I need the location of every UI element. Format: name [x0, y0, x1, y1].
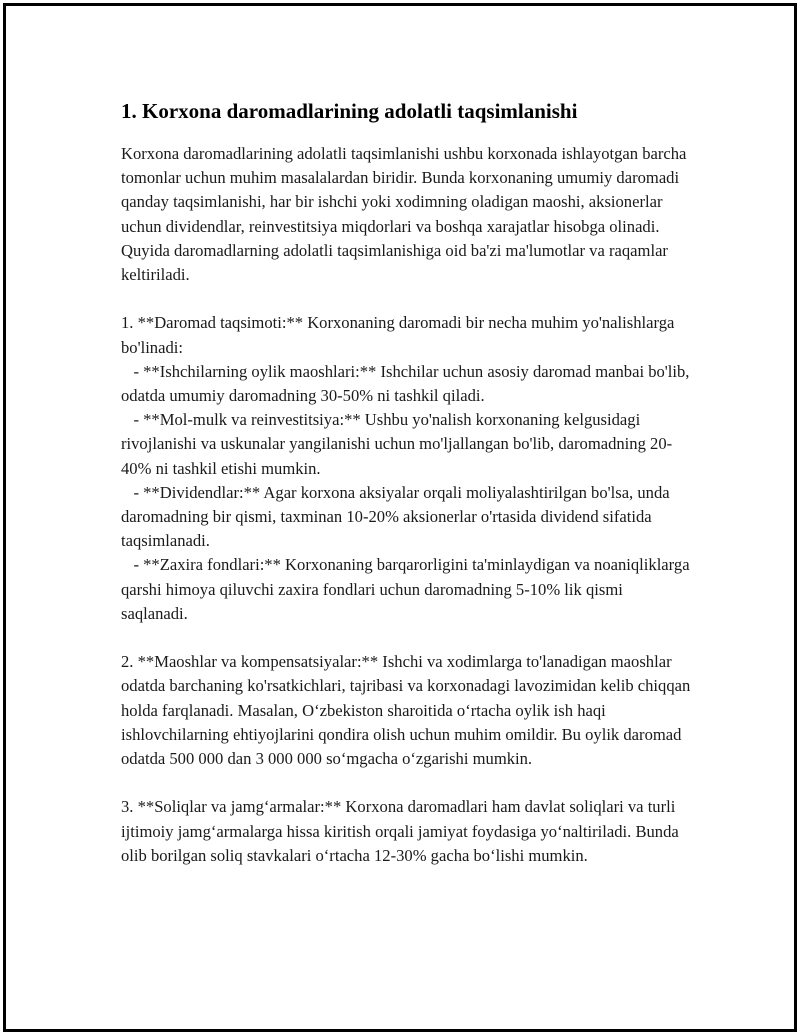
document-body	[121, 96, 695, 868]
section-1-heading: 1. **Daromad taqsimoti:** Korxonaning daromadi bir necha muhim yo'nalishlarga bo'linadi:	[121, 313, 679, 357]
page-frame	[3, 3, 797, 1032]
section-1-item-reinvestment: - **Mol-mulk va reinvestitsiya:** Ushbu yo'nalish korxonaning kelgusidagi rivojlanishi va uskunalar yangilanishi uchun mo'ljallangan bo'lib, daromadning 20-40% ni tashkil etishi mumkin.	[121, 410, 673, 478]
section-1-item-salaries: - **Ishchilarning oylik maoshlari:** Ishchilar uchun asosiy daromad manbai bo'lib, odatda umumiy daromadning 30-50% ni tashkil qiladi.	[121, 361, 694, 406]
document-title: 1. Korxona daromadlarining adolatli taqsimlanishi	[121, 99, 578, 123]
intro-paragraph: Korxona daromadlarining adolatli taqsimlanishi ushbu korxonada ishlayotgan barcha tomonlar uchun muhim masalalardan biridir. Bunda korxonaning umumiy daromadi qanday taqsimlanishi, har bir ishchi yoki xodimning oladigan maoshi, aksionerlar uchun dividendlar, reinvestitsiya miqdorlari va boshqa xarajatlar hisobga olinadi. Quyida daromadlarning adolatli taqsimlanishiga oid ba'zi ma'lumotlar va raqamlar keltiriladi.	[121, 144, 691, 285]
section-1-item-reserve-funds: - **Zaxira fondlari:** Korxonaning barqarorligini ta'minlaydigan va noaniqliklarga qarshi himoya qiluvchi zaxira fondlari uchun daromadning 5-10% lik qismi saqlanadi.	[121, 555, 694, 623]
paragraph-spacer	[121, 771, 691, 795]
section-3-paragraph: 3. **Soliqlar va jamg‘armalar:** Korxona daromadlari ham davlat soliqlari va turli ijtimoiy jamg‘armalarga hissa kiritish orqali jamiyat foydasiga yo‘naltiriladi. Bunda olib borilgan soliq stavkalari o‘rtacha 12-30% gacha bo‘lishi mumkin.	[121, 797, 683, 865]
section-2-paragraph: 2. **Maoshlar va kompensatsiyalar:** Ishchi va xodimlarga to'lanadigan maoshlar odatda barchaning ko'rsatkichlari, tajribasi va korxonadagi lavozimidan kelib chiqqan holda farqlanadi. Masalan, O‘zbekiston sharoitida o‘rtacha oylik ish haqi ishlovchilarning ehtiyojlarini qondira olish uchun muhim omildir. Bu oylik daromad odatda 500 000 dan 3 000 000 so‘mgacha o‘zgarishi mumkin.	[121, 652, 695, 769]
paragraph-spacer	[121, 287, 691, 311]
paragraph-spacer	[121, 626, 691, 650]
section-1-item-dividends: - **Dividendlar:** Agar korxona aksiyalar orqali moliyalashtirilgan bo'lsa, unda daromadning bir qismi, taxminan 10-20% aksionerlar o'rtasida dividend sifatida taqsimlanadi.	[121, 482, 674, 551]
